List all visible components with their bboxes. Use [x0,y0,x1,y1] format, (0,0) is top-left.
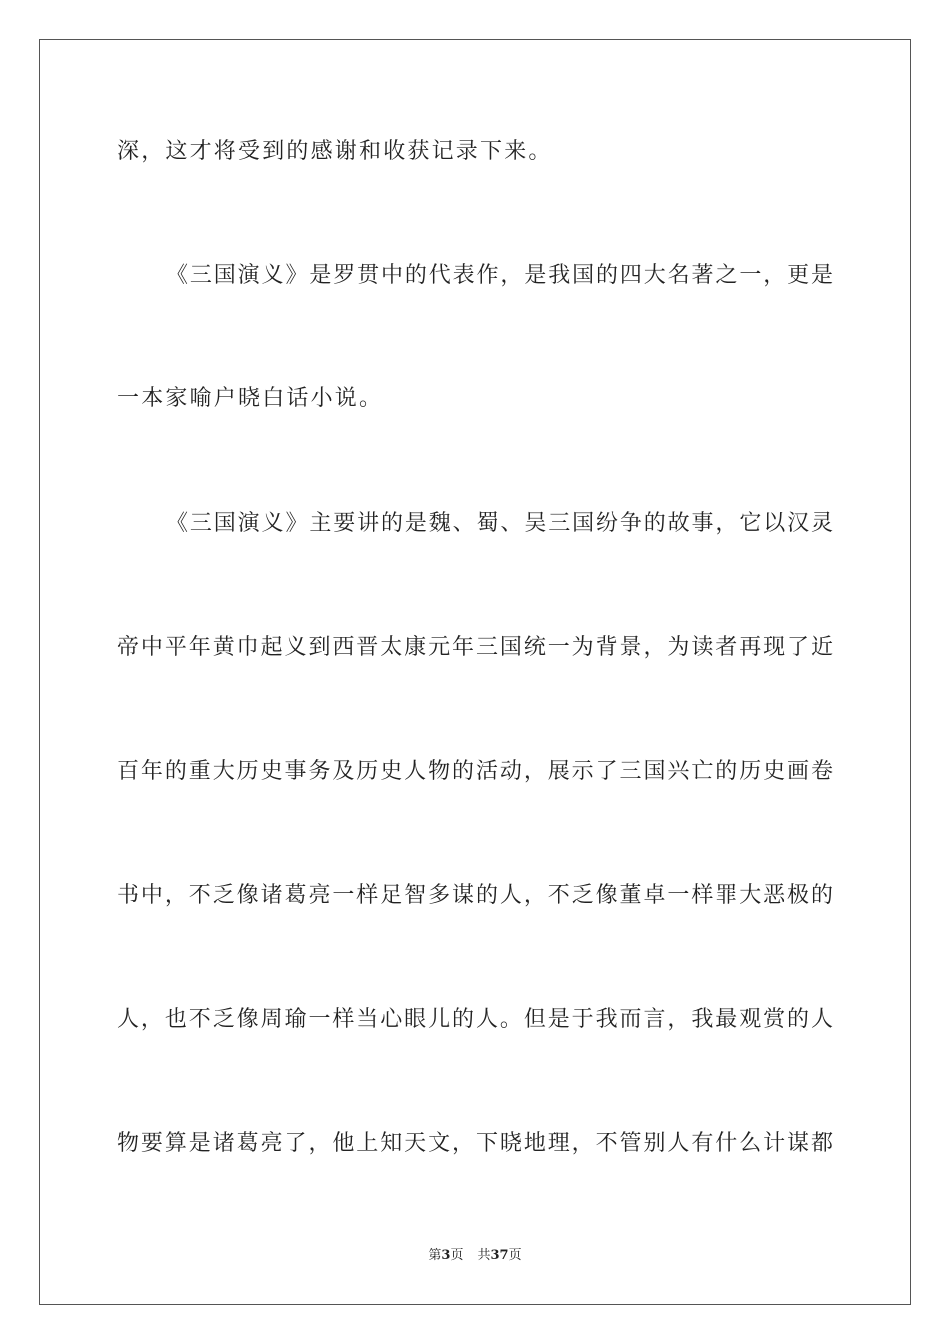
page-prefix: 第 [428,1248,442,1263]
total-pages: 37 [490,1248,509,1263]
text-line-2: 《三国演义》是罗贯中的代表作，是我国的四大名著之一，更是 [166,263,833,288]
text-line-3: 一本家喻户晓白话小说。 [117,386,384,411]
page-number: 3 [441,1248,451,1263]
page-footer [0,1247,950,1265]
text-line-5: 帝中平年黄巾起义到西晋太康元年三国统一为背景，为读者再现了近 [117,635,833,660]
text-line-9: 物要算是诸葛亮了，他上知天文，下晓地理，不管别人有什么计谋都 [117,1131,833,1156]
text-line-7: 书中，不乏像诸葛亮一样足智多谋的人，不乏像董卓一样罪大恶极的 [117,883,833,908]
page-border [39,39,911,1305]
total-prefix: 共 [477,1248,491,1263]
text-line-1: 深，这才将受到的感谢和收获记录下来。 [117,139,553,164]
total-suffix: 页 [508,1248,522,1263]
text-line-4: 《三国演义》主要讲的是魏、蜀、吴三国纷争的故事，它以汉灵 [166,511,833,536]
text-line-6: 百年的重大历史事务及历史人物的活动，展示了三国兴亡的历史画卷 [117,759,833,784]
text-line-8: 人，也不乏像周瑜一样当心眼儿的人。但是于我而言，我最观赏的人 [117,1007,833,1032]
page-suffix: 页 [450,1248,464,1263]
